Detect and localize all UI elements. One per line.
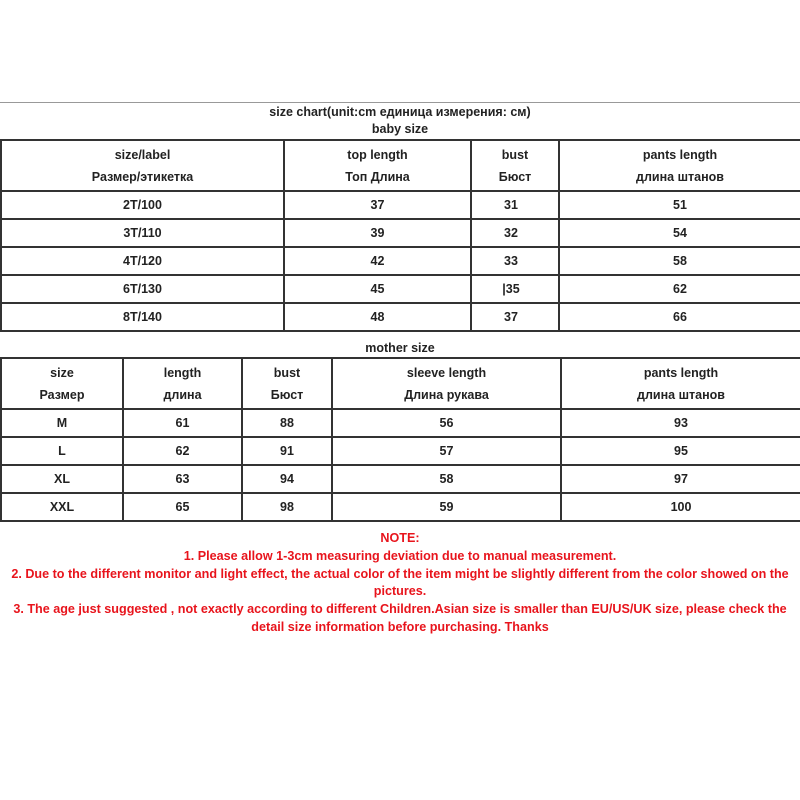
table-row	[1, 191, 800, 219]
baby-size-caption: baby size	[371, 122, 429, 136]
note-item: 3. The age just suggested , not exactly according to different Children.Asian size is smaller than EU/US/UK size, please check the detail size information before purchasing. Thanks	[13, 602, 787, 634]
size-cell: 2T/100	[1, 191, 284, 219]
table-header-row	[1, 358, 800, 409]
size-cell: 6T/130	[1, 275, 284, 303]
header-cell: length длина	[123, 358, 242, 409]
length-cell: 63	[123, 465, 242, 493]
pants-length-cell: 66	[559, 303, 800, 331]
table-row	[1, 465, 800, 493]
table-row	[1, 409, 800, 437]
length-cell: 61	[123, 409, 242, 437]
size-cell: XL	[1, 465, 123, 493]
length-cell: 65	[123, 493, 242, 521]
notes-section	[0, 530, 800, 637]
size-cell: XXL	[1, 493, 123, 521]
top-length-cell: 39	[284, 219, 471, 247]
sleeve-length-cell: 59	[332, 493, 561, 521]
bust-cell: 33	[471, 247, 559, 275]
top-length-cell: 42	[284, 247, 471, 275]
table-row	[1, 219, 800, 247]
sleeve-length-cell: 58	[332, 465, 561, 493]
table-row	[1, 437, 800, 465]
size-cell: L	[1, 437, 123, 465]
bust-cell: 88	[242, 409, 332, 437]
pants-length-cell: 95	[561, 437, 800, 465]
note-item: 2. Due to the different monitor and light effect, the actual color of the item might be slightly different from the color showed on the pictures.	[11, 566, 789, 599]
header-cell: pants length длина штанов	[561, 358, 800, 409]
pants-length-cell: 97	[561, 465, 800, 493]
mother-size-caption: mother size	[365, 341, 435, 355]
sleeve-length-cell: 57	[332, 437, 561, 465]
length-cell: 62	[123, 437, 242, 465]
header-cell: bust Бюст	[471, 140, 559, 191]
header-cell: size/label Размер/этикетка	[1, 140, 284, 191]
pants-length-cell: 93	[561, 409, 800, 437]
header-cell: top length Топ Длина	[284, 140, 471, 191]
notes-heading: NOTE:	[380, 531, 420, 545]
table-row	[1, 303, 800, 331]
pants-length-cell: 51	[559, 191, 800, 219]
pants-length-cell: 100	[561, 493, 800, 521]
table-row	[1, 275, 800, 303]
pants-length-cell: 62	[559, 275, 800, 303]
chart-title: size chart(unit:cm единица измерения: см)	[269, 105, 531, 119]
top-length-cell: 37	[284, 191, 471, 219]
size-cell: 3T/110	[1, 219, 284, 247]
header-cell: sleeve length Длина рукава	[332, 358, 561, 409]
bust-cell: |35	[471, 275, 559, 303]
table-header-row	[1, 140, 800, 191]
table-row	[1, 247, 800, 275]
header-cell: size Размер	[1, 358, 123, 409]
size-cell: 4T/120	[1, 247, 284, 275]
top-length-cell: 45	[284, 275, 471, 303]
baby-size-table	[0, 139, 800, 332]
sleeve-length-cell: 56	[332, 409, 561, 437]
table-row	[1, 493, 800, 521]
bust-cell: 91	[242, 437, 332, 465]
note-item: 1. Please allow 1-3cm measuring deviation due to manual measurement.	[183, 548, 617, 563]
pants-length-cell: 58	[559, 247, 800, 275]
bust-cell: 98	[242, 493, 332, 521]
pants-length-cell: 54	[559, 219, 800, 247]
size-cell: 8T/140	[1, 303, 284, 331]
bust-cell: 32	[471, 219, 559, 247]
header-cell: bust Бюст	[242, 358, 332, 409]
mother-size-table	[0, 357, 800, 522]
top-length-cell: 48	[284, 303, 471, 331]
bust-cell: 37	[471, 303, 559, 331]
header-cell: pants length длина штанов	[559, 140, 800, 191]
bust-cell: 94	[242, 465, 332, 493]
bust-cell: 31	[471, 191, 559, 219]
size-cell: M	[1, 409, 123, 437]
